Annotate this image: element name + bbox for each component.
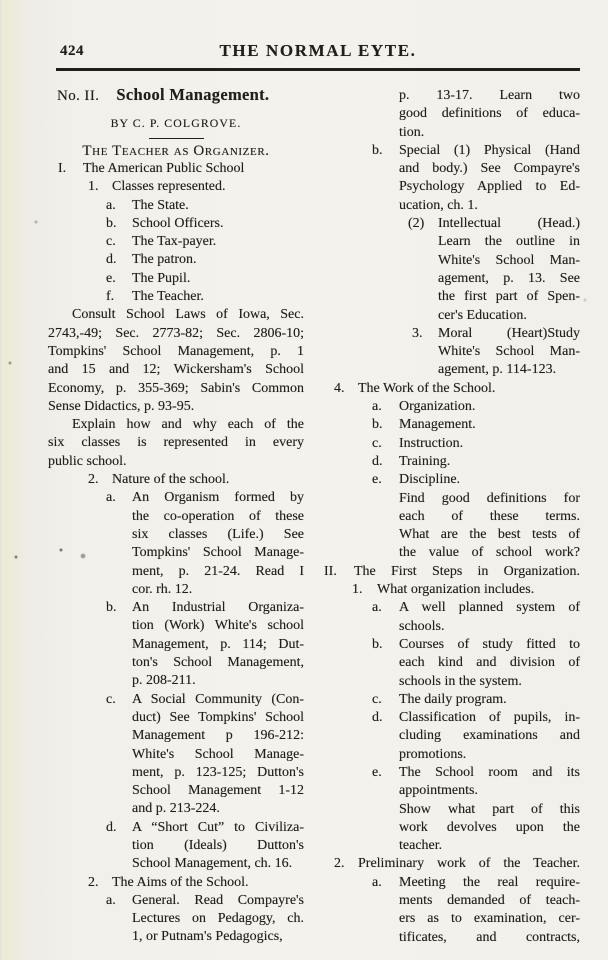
text-line bbox=[48, 160, 304, 178]
text-line bbox=[324, 105, 580, 123]
line-text: duct) See Tompkins' School bbox=[132, 709, 304, 725]
text-line bbox=[48, 910, 304, 928]
text-line bbox=[324, 910, 580, 928]
text-line bbox=[48, 654, 304, 672]
line-text: ucation, ch. 1. bbox=[399, 197, 478, 213]
text-line bbox=[48, 489, 304, 507]
outline-label: b. bbox=[372, 636, 383, 652]
text-line bbox=[48, 361, 304, 379]
text-line bbox=[324, 233, 580, 251]
line-text: Tompkins' School Manage- bbox=[132, 545, 304, 561]
line-text: teacher. bbox=[399, 838, 443, 854]
text-line bbox=[324, 526, 580, 544]
text-line bbox=[48, 380, 304, 398]
line-text: A “Short Cut” to Civiliza- bbox=[132, 819, 304, 835]
line-text: 2743,-49; Sec. 2773-82; Sec. 2806-10; bbox=[48, 325, 304, 341]
text-line bbox=[324, 343, 580, 361]
line-text: Moral (Heart)Study bbox=[438, 325, 580, 341]
outline-label: 1. bbox=[88, 179, 99, 195]
line-text: The Tax-payer. bbox=[132, 234, 217, 250]
line-text: ments demanded of teach- bbox=[399, 893, 580, 909]
line-text: Tompkins' School Management, p. 1 bbox=[48, 343, 304, 359]
line-text: 1, or Putnam's Pedagogics, bbox=[132, 929, 283, 945]
line-text: The Teacher. bbox=[132, 289, 204, 305]
line-text: The daily program. bbox=[399, 691, 507, 707]
text-line bbox=[48, 471, 304, 489]
line-text: Consult School Laws of Iowa, Sec. bbox=[72, 307, 304, 323]
text-line bbox=[324, 307, 580, 325]
text-line bbox=[48, 837, 304, 855]
line-text: Explain how and why each of the bbox=[72, 417, 304, 433]
text-line bbox=[324, 581, 580, 599]
line-text: School Management, ch. 16. bbox=[132, 856, 293, 872]
text-line bbox=[48, 599, 304, 617]
line-text: Sense Didactics, p. 93-95. bbox=[48, 398, 195, 414]
line-text: A well planned system of bbox=[399, 600, 580, 616]
line-text: General. Read Compayre's bbox=[132, 892, 304, 908]
outline-label: 2. bbox=[88, 874, 99, 890]
right-column-lines bbox=[324, 87, 580, 947]
text-line bbox=[324, 563, 580, 581]
text-line bbox=[324, 178, 580, 196]
text-line bbox=[48, 544, 304, 562]
article-title: School Management. bbox=[116, 85, 270, 104]
right-column bbox=[324, 87, 580, 947]
text-line bbox=[324, 361, 580, 379]
outline-label: 2. bbox=[88, 472, 99, 488]
line-text: ers as to examination, cer- bbox=[399, 911, 580, 927]
line-text: The American Public School bbox=[83, 161, 245, 176]
line-text: Management, p. 114; Dut- bbox=[132, 636, 304, 652]
line-text: each of these terms. bbox=[399, 508, 580, 524]
line-text: The Work of the School. bbox=[358, 380, 496, 396]
outline-label: 4. bbox=[334, 380, 345, 396]
line-text: A Social Community (Con- bbox=[132, 691, 304, 707]
text-line bbox=[324, 819, 580, 837]
text-line bbox=[48, 581, 304, 599]
outline-label: b. bbox=[106, 600, 117, 616]
line-text: schools. bbox=[399, 618, 445, 634]
text-line bbox=[48, 617, 304, 635]
article-heading bbox=[48, 84, 304, 111]
text-line bbox=[324, 855, 580, 873]
text-line bbox=[324, 197, 580, 215]
masthead-title: THE NORMAL EYTE. bbox=[219, 41, 417, 60]
outline-label: a. bbox=[106, 892, 116, 908]
text-line bbox=[48, 764, 304, 782]
line-text: Instruction. bbox=[399, 435, 464, 451]
text-line bbox=[324, 929, 580, 947]
text-line bbox=[48, 453, 304, 471]
text-line bbox=[48, 251, 304, 269]
text-line bbox=[48, 197, 304, 215]
text-line bbox=[324, 727, 580, 745]
line-text: six classes is represented in every bbox=[48, 435, 304, 451]
line-text: Meeting the real require- bbox=[399, 874, 580, 890]
line-text: Management. bbox=[399, 417, 476, 433]
text-line bbox=[324, 618, 580, 636]
text-line bbox=[48, 563, 304, 581]
text-line bbox=[48, 928, 304, 946]
line-text: Special (1) Physical (Hand bbox=[399, 142, 580, 158]
line-text: and 15 and 12; Wickersham's School bbox=[48, 362, 304, 378]
outline-label: d. bbox=[372, 710, 383, 726]
line-text: ton's School Management, bbox=[132, 655, 304, 671]
line-text: Nature of the school. bbox=[112, 472, 230, 488]
article-number: No. II. bbox=[57, 88, 100, 104]
line-text: work devolves upon the bbox=[399, 819, 580, 835]
text-line bbox=[48, 270, 304, 288]
line-text: agement, p. 13. See bbox=[438, 270, 580, 286]
text-line bbox=[48, 526, 304, 544]
text-line bbox=[48, 306, 304, 324]
line-text: What are the best tests of bbox=[399, 527, 580, 543]
line-text: White's School Man- bbox=[438, 344, 580, 360]
outline-label: e. bbox=[106, 270, 116, 286]
line-text: The First Steps in Organization. bbox=[354, 563, 580, 579]
line-text: The Aims of the School. bbox=[112, 874, 249, 890]
text-line bbox=[324, 142, 580, 160]
line-text: Psychology Applied to Ed- bbox=[399, 179, 580, 195]
outline-label: c. bbox=[106, 691, 116, 707]
text-line bbox=[324, 837, 580, 855]
line-text: Management p 196-212: bbox=[132, 728, 304, 744]
line-text: Classification of pupils, in- bbox=[399, 710, 580, 726]
line-text: good definitions of educa- bbox=[399, 106, 580, 122]
line-text: p. 13-17. Learn two bbox=[399, 88, 580, 103]
line-text: tificates, and contracts, bbox=[399, 929, 580, 945]
outline-label: II. bbox=[324, 563, 337, 579]
line-text: ment, p. 123-125; Dutton's bbox=[132, 764, 304, 780]
line-text: the co-operation of these bbox=[132, 508, 304, 524]
text-line bbox=[324, 801, 580, 819]
line-text: and body.) See Compayre's bbox=[399, 161, 580, 177]
outline-label: c. bbox=[106, 234, 116, 250]
text-line bbox=[324, 508, 580, 526]
line-text: p. 208-211. bbox=[132, 673, 196, 689]
text-line bbox=[324, 892, 580, 910]
text-line bbox=[48, 636, 304, 654]
text-line bbox=[324, 215, 580, 233]
text-line bbox=[324, 380, 580, 398]
text-line bbox=[48, 215, 304, 233]
text-line bbox=[48, 508, 304, 526]
line-text: Classes represented. bbox=[112, 179, 226, 195]
left-column-lines bbox=[48, 160, 304, 947]
line-text: agement, p. 114-123. bbox=[438, 362, 557, 378]
outline-label: 1. bbox=[352, 582, 363, 598]
text-line bbox=[324, 673, 580, 691]
line-text: White's School Man- bbox=[438, 252, 580, 268]
text-line bbox=[324, 599, 580, 617]
line-text: An Industrial Organiza- bbox=[132, 600, 304, 616]
outline-label: a. bbox=[106, 197, 116, 213]
short-rule bbox=[149, 138, 204, 139]
line-text: An Organism formed by bbox=[132, 490, 304, 506]
line-text: each kind and division of bbox=[399, 655, 580, 671]
text-line bbox=[324, 691, 580, 709]
text-line bbox=[324, 252, 580, 270]
line-text: six classes (Life.) See bbox=[132, 526, 304, 542]
text-line bbox=[324, 544, 580, 562]
text-line bbox=[324, 87, 580, 105]
text-line bbox=[48, 855, 304, 873]
text-line bbox=[324, 435, 580, 453]
outline-label: c. bbox=[372, 435, 382, 451]
line-text: The Pupil. bbox=[132, 270, 191, 286]
outline-label: f. bbox=[106, 289, 115, 305]
text-line bbox=[324, 654, 580, 672]
page-number: 424 bbox=[60, 43, 84, 59]
line-text: Lectures on Pedagogy, ch. bbox=[132, 911, 304, 927]
text-line bbox=[48, 343, 304, 361]
line-text: tion. bbox=[399, 124, 425, 140]
line-text: The School room and its bbox=[399, 764, 580, 780]
outline-label: d. bbox=[106, 252, 117, 268]
line-text: The State. bbox=[132, 197, 189, 213]
line-text: Preliminary work of the Teacher. bbox=[358, 856, 580, 872]
outline-label: c. bbox=[372, 691, 382, 707]
text-line bbox=[324, 874, 580, 892]
line-text: promotions. bbox=[399, 746, 467, 762]
text-line bbox=[48, 416, 304, 434]
text-line bbox=[48, 782, 304, 800]
outline-label: 3. bbox=[412, 325, 423, 341]
line-text: School Management 1-12 bbox=[132, 783, 304, 799]
outline-label: b. bbox=[372, 417, 383, 433]
text-line bbox=[324, 709, 580, 727]
line-text: ment, p. 21-24. Read I bbox=[132, 563, 304, 579]
outline-label: e. bbox=[372, 472, 382, 488]
line-text: Show what part of this bbox=[399, 801, 580, 817]
text-line bbox=[324, 270, 580, 288]
text-line bbox=[324, 471, 580, 489]
text-line bbox=[48, 746, 304, 764]
text-line bbox=[324, 764, 580, 782]
outline-label: 2. bbox=[334, 856, 345, 872]
line-text: appointments. bbox=[399, 783, 478, 799]
line-text: The patron. bbox=[132, 252, 197, 268]
outline-label: a. bbox=[372, 399, 382, 415]
text-line bbox=[324, 124, 580, 142]
outline-label: a. bbox=[106, 490, 116, 506]
line-text: Organization. bbox=[399, 399, 476, 415]
text-line bbox=[48, 288, 304, 306]
line-text: Intellectual (Head.) bbox=[438, 216, 580, 232]
outline-label: d. bbox=[106, 819, 117, 835]
text-line bbox=[48, 800, 304, 818]
text-line bbox=[324, 416, 580, 434]
text-line bbox=[48, 672, 304, 690]
line-text: cluding examinations and bbox=[399, 728, 580, 744]
line-text: schools in the system. bbox=[399, 673, 522, 689]
text-line bbox=[48, 325, 304, 343]
line-text: What organization includes. bbox=[377, 582, 535, 598]
text-line bbox=[324, 288, 580, 306]
text-line bbox=[324, 782, 580, 800]
text-line bbox=[48, 434, 304, 452]
line-text: cer's Education. bbox=[438, 307, 527, 323]
line-text: tion (Ideals) Dutton's bbox=[132, 837, 304, 853]
text-line bbox=[48, 691, 304, 709]
outline-label: e. bbox=[372, 764, 382, 780]
line-text: Courses of study fitted to bbox=[399, 636, 580, 652]
page-header bbox=[56, 41, 580, 65]
line-text: Find good definitions for bbox=[399, 490, 580, 506]
line-text: Learn the outline in bbox=[438, 234, 580, 250]
text-line bbox=[324, 325, 580, 343]
left-column bbox=[48, 84, 304, 947]
section-heading: The Teacher as Organizer. bbox=[82, 143, 270, 159]
text-line bbox=[48, 233, 304, 251]
text-line bbox=[324, 746, 580, 764]
text-line bbox=[48, 819, 304, 837]
line-text: School Officers. bbox=[132, 215, 224, 231]
line-text: public school. bbox=[48, 453, 127, 469]
outline-label: b. bbox=[372, 142, 383, 158]
outline-label: a. bbox=[372, 874, 382, 890]
byline: BY C. P. COLGROVE. bbox=[110, 116, 242, 130]
text-line bbox=[324, 160, 580, 178]
outline-label: I. bbox=[58, 161, 67, 176]
line-text: tion (Work) White's school bbox=[132, 618, 304, 634]
text-line bbox=[324, 490, 580, 508]
line-text: Economy, p. 355-369; Sabin's Common bbox=[48, 380, 304, 396]
line-text: cor. rh. 12. bbox=[132, 581, 193, 597]
outline-label: b. bbox=[106, 215, 117, 231]
text-line bbox=[48, 178, 304, 196]
outline-label: d. bbox=[372, 453, 383, 469]
outline-label: a. bbox=[372, 600, 382, 616]
outline-label: (2) bbox=[408, 216, 425, 232]
line-text: the value of school work? bbox=[399, 545, 580, 561]
text-line bbox=[48, 398, 304, 416]
text-line bbox=[324, 398, 580, 416]
text-line bbox=[324, 453, 580, 471]
text-line bbox=[48, 727, 304, 745]
line-text: White's School Manage- bbox=[132, 746, 304, 762]
text-line bbox=[48, 874, 304, 892]
text-line bbox=[48, 709, 304, 727]
line-text: Discipline. bbox=[399, 472, 461, 488]
text-line bbox=[324, 636, 580, 654]
header-rule bbox=[56, 68, 580, 71]
line-text: Training. bbox=[399, 453, 451, 469]
line-text: the first part of Spen- bbox=[438, 289, 580, 305]
text-line bbox=[48, 892, 304, 910]
line-text: and p. 213-224. bbox=[132, 801, 220, 817]
